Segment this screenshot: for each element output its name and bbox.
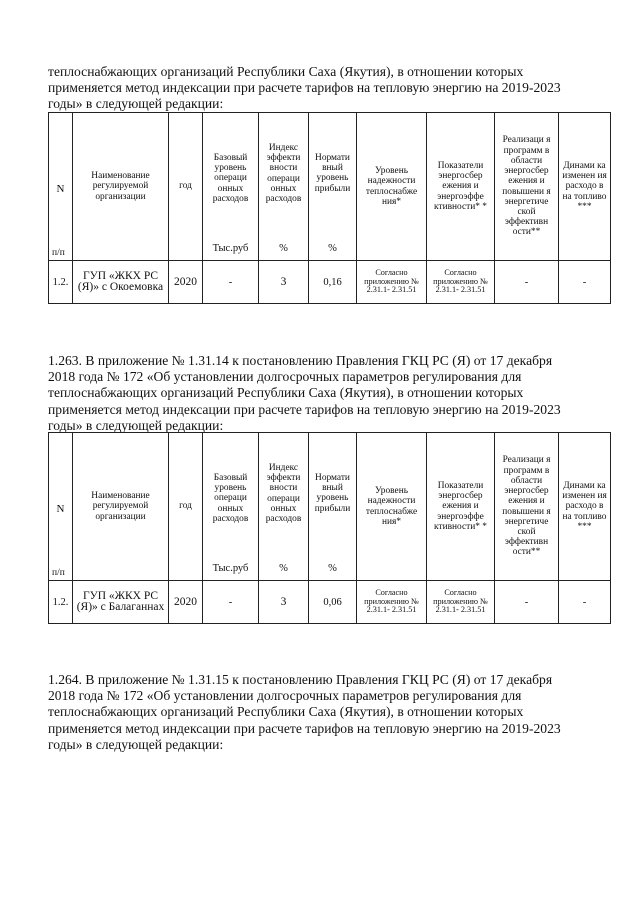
paragraph-line: теплоснабжающих организаций Республики Саха (Якутия), в отношении которых (48, 385, 524, 401)
header-base-unit: Тыс.руб (212, 242, 249, 254)
cell-reliability: Согласно приложению № 2.31.1- 2.31.51 (357, 581, 427, 624)
header-norm: Нормати вный уровень прибыли % (309, 113, 357, 261)
paragraph-line: 2018 года № 172 «Об установлении долгосрочных параметров регулирования для (48, 688, 522, 704)
paragraph-line: годы» в следующей редакции: (48, 96, 224, 112)
table-row (49, 581, 611, 624)
paragraph-line: 1.264. В приложение № 1.31.15 к постановлению Правления ГКЦ РС (Я) от 17 декабря (48, 672, 553, 687)
cell-name: ГУП «ЖКХ РС (Я)» с Балаганнах (73, 581, 169, 624)
table-header-row (49, 113, 611, 261)
header-programs: Реализаци я программ в области энергосбер ежения и повышени я энергетиче ской эффективн ости** (495, 433, 559, 581)
paragraph-line: теплоснабжающих организаций Республики Саха (Якутия), в отношении которых (48, 704, 524, 720)
cell-energy-eff: Согласно приложению № 2.31.1- 2.31.51 (427, 581, 495, 624)
cell-energy-eff: Согласно приложению № 2.31.1- 2.31.51 (427, 261, 495, 304)
cell-programs: - (495, 581, 559, 624)
cell-reliability: Согласно приложению № 2.31.1- 2.31.51 (357, 261, 427, 304)
header-year: год (169, 113, 203, 261)
cell-n: 1.2. (49, 581, 73, 624)
header-reliability: Уровень надежности теплоснабже ния* (357, 113, 427, 261)
header-base-unit: Тыс.руб (212, 562, 249, 574)
paragraph-line: применяется метод индексации при расчете тарифов на тепловую энергию на 2019-2023 (48, 80, 561, 96)
cell-programs: - (495, 261, 559, 304)
cell-norm: 0,06 (309, 581, 357, 624)
header-base: Базовый уровень операци онных расходов Тыс.руб (203, 113, 259, 261)
paragraph-line: теплоснабжающих организаций Республики Саха (Якутия), в отношении которых (48, 64, 524, 79)
cell-year: 2020 (169, 581, 203, 624)
cell-index: 3 (259, 581, 309, 624)
paragraph-line: годы» в следующей редакции: (48, 736, 224, 752)
intro-paragraph (48, 64, 608, 113)
header-pp: п/п (52, 567, 65, 578)
table-header-row (49, 433, 611, 581)
paragraph-line: применяется метод индексации при расчете тарифов на тепловую энергию на 2019-2023 (48, 401, 561, 417)
cell-index: 3 (259, 261, 309, 304)
header-index: Индекс эффекти вности операци онных расходов % (259, 113, 309, 261)
header-year: год (169, 433, 203, 581)
header-index-unit: % (279, 242, 288, 254)
header-dynamics: Динами ка изменен ия расходо в на топливо *** (559, 113, 611, 261)
header-n: N п/п (49, 433, 73, 581)
header-norm-unit: % (328, 242, 337, 254)
paragraph-line: 2018 года № 172 «Об установлении долгосрочных параметров регулирования для (48, 369, 522, 385)
header-norm-unit: % (328, 562, 337, 574)
header-index-unit: % (279, 562, 288, 574)
cell-base: - (203, 261, 259, 304)
header-energy-eff: Показатели энергосбер ежения и энергоэффе ктивности* * (427, 113, 495, 261)
tariff-table-2 (48, 432, 611, 624)
header-energy-eff: Показатели энергосбер ежения и энергоэффе ктивности* * (427, 433, 495, 581)
paragraph-line: годы» в следующей редакции: (48, 417, 224, 433)
header-pp: п/п (52, 247, 65, 258)
header-name: Наименование регулируемой организации (73, 433, 169, 581)
paragraph-line: применяется метод индексации при расчете тарифов на тепловую энергию на 2019-2023 (48, 720, 561, 736)
cell-dynamics: - (559, 581, 611, 624)
cell-norm: 0,16 (309, 261, 357, 304)
paragraph-1-264 (48, 672, 608, 753)
cell-n: 1.2. (49, 261, 73, 304)
header-reliability: Уровень надежности теплоснабже ния* (357, 433, 427, 581)
cell-base: - (203, 581, 259, 624)
header-norm: Нормати вный уровень прибыли % (309, 433, 357, 581)
table-row (49, 261, 611, 304)
header-index: Индекс эффекти вности операци онных расходов % (259, 433, 309, 581)
paragraph-line: 1.263. В приложение № 1.31.14 к постановлению Правления ГКЦ РС (Я) от 17 декабря (48, 353, 553, 368)
header-programs: Реализаци я программ в области энергосбер ежения и повышени я энергетиче ской эффективн ости** (495, 113, 559, 261)
paragraph-1-263 (48, 353, 608, 434)
header-n: N п/п (49, 113, 73, 261)
cell-name: ГУП «ЖКХ РС (Я)» с Окоемовка (73, 261, 169, 304)
header-base: Базовый уровень операци онных расходов Тыс.руб (203, 433, 259, 581)
tariff-table-1 (48, 112, 611, 304)
header-dynamics: Динами ка изменен ия расходо в на топливо *** (559, 433, 611, 581)
cell-dynamics: - (559, 261, 611, 304)
header-name: Наименование регулируемой организации (73, 113, 169, 261)
cell-year: 2020 (169, 261, 203, 304)
